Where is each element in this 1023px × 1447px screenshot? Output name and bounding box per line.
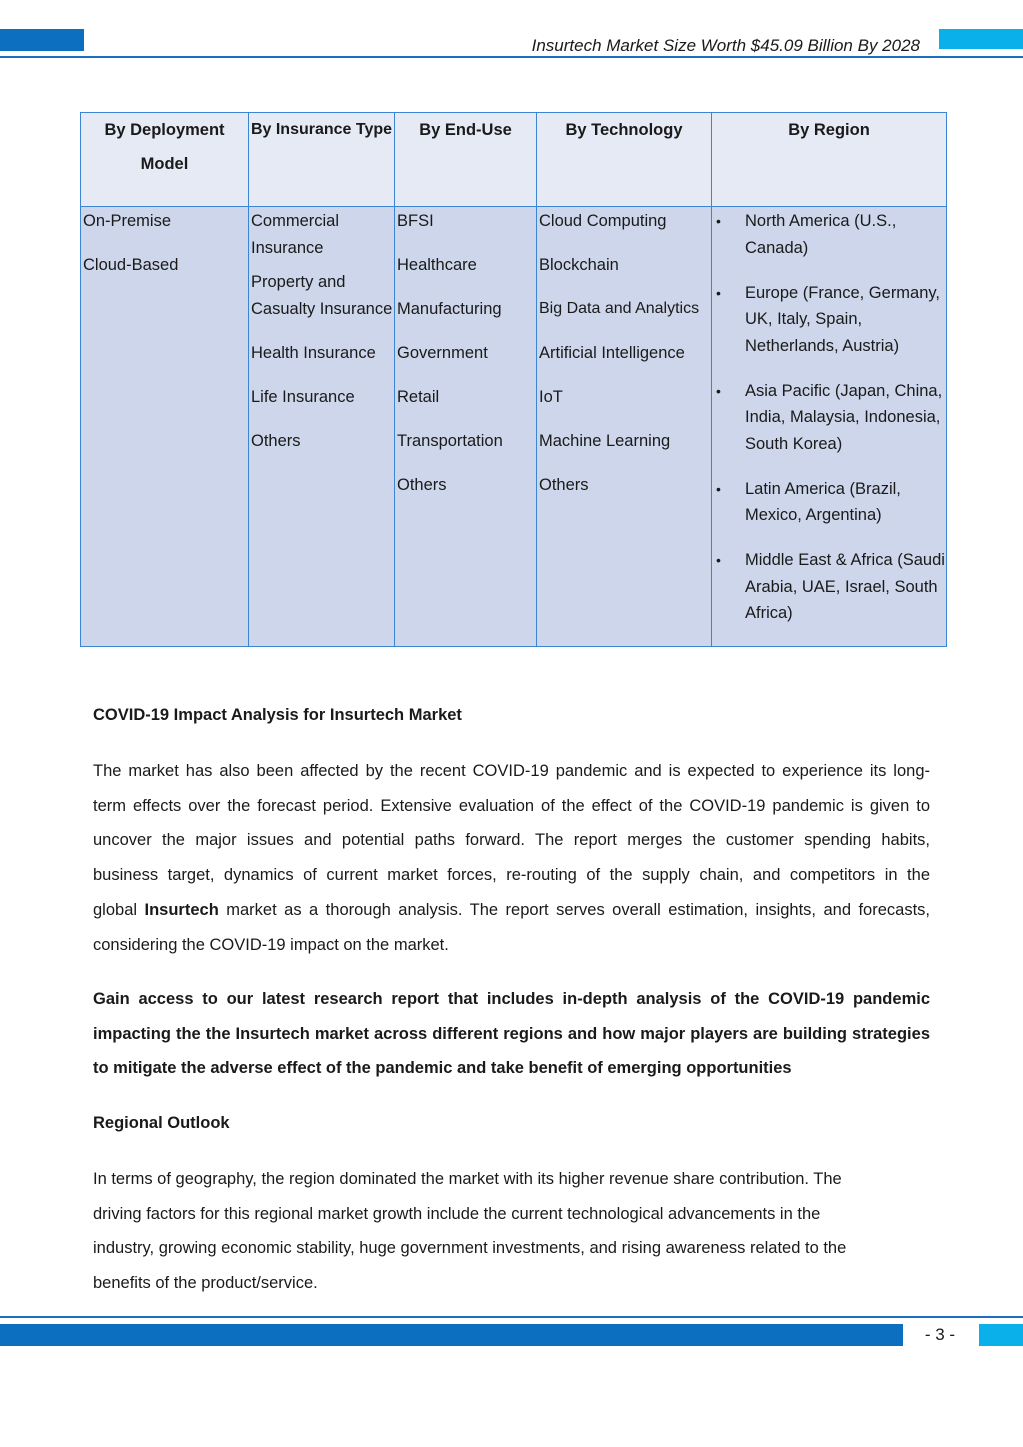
list-item: Health Insurance	[251, 343, 376, 362]
header-deployment-line1: By Deployment	[104, 121, 225, 139]
paragraph-line: term effects over the forecast period. Extensive evaluation of the effect of the COVID-19 pandemic is given to	[93, 796, 930, 815]
list-item	[714, 378, 946, 458]
bullet-icon: •	[716, 284, 721, 301]
list-item: IoT	[539, 388, 563, 406]
list-item: Big Data and Analytics	[539, 300, 700, 317]
covid-heading: COVID-19 Impact Analysis for Insurtech Market	[93, 706, 462, 724]
text-run: global	[93, 900, 145, 919]
list-item: Government	[397, 344, 488, 362]
cta-paragraph	[93, 982, 930, 1086]
list-item	[714, 476, 946, 529]
list-item: Cloud-Based	[83, 256, 179, 274]
regional-paragraph	[93, 1162, 930, 1301]
footer-accent-right	[979, 1324, 1023, 1346]
header-accent-left	[0, 29, 84, 51]
list-item: Commercial Insurance	[251, 212, 340, 257]
paragraph-line: industry, growing economic stability, huge government investments, and rising awareness related to the	[93, 1239, 847, 1258]
list-item: Transportation	[397, 432, 503, 450]
list-item: Cloud Computing	[539, 212, 667, 230]
paragraph-line: The market has also been affected by the recent COVID-19 pandemic and is expected to experience its long-	[93, 762, 930, 780]
paragraph-line: uncover the major issues and potential paths forward. The report merges the customer spending habits,	[93, 831, 930, 850]
covid-paragraph	[93, 754, 930, 962]
footer-bar	[0, 1324, 903, 1346]
emphasis-insurtech: Insurtech	[144, 900, 219, 919]
list-item: Life Insurance	[251, 387, 355, 406]
cell-region	[712, 207, 947, 647]
region-list	[714, 208, 946, 627]
header-technology: By Technology	[537, 113, 712, 207]
paragraph-line: to mitigate the adverse effect of the pandemic and take benefit of emerging opportunities	[93, 1059, 792, 1078]
cell-insurance-type	[249, 207, 395, 647]
list-item: On-Premise	[83, 212, 172, 230]
region-label: North America (U.S., Canada)	[745, 212, 897, 257]
header-end-use: By End-Use	[395, 113, 537, 207]
list-item: Artificial Intelligence	[539, 344, 685, 362]
paragraph-line: In terms of geography, the region dominated the market with its higher revenue share contribution. The	[93, 1170, 842, 1188]
list-item	[714, 547, 946, 627]
list-item: Others	[251, 431, 301, 450]
paragraph-line: considering the COVID-19 impact on the market.	[93, 935, 449, 954]
list-item: Machine Learning	[539, 432, 671, 450]
list-item: Retail	[397, 388, 440, 406]
segmentation-table	[80, 112, 947, 647]
page-number: - 3 -	[924, 1325, 956, 1344]
paragraph-line: driving factors for this regional market growth include the current technological advancements in the	[93, 1204, 821, 1223]
list-item	[714, 280, 946, 360]
paragraph-line	[93, 893, 930, 928]
header-region: By Region	[712, 113, 947, 207]
header-insurance-type: By Insurance Type	[249, 113, 395, 207]
region-label: Asia Pacific (Japan, China, India, Malaysia, Indonesia, South Korea)	[745, 381, 943, 453]
paragraph-line: Gain access to our latest research report that includes in-depth analysis of the COVID-19 pandemic	[93, 990, 930, 1008]
region-label: Latin America (Brazil, Mexico, Argentina)	[745, 479, 901, 524]
list-item: Others	[539, 476, 589, 494]
paragraph-line: impacting the the Insurtech market across different regions and how major players are building strategies	[93, 1024, 930, 1043]
paragraph-line: business target, dynamics of current market forces, re-routing of the supply chain, and competitors in the	[93, 866, 930, 885]
table-header-row	[81, 113, 947, 207]
list-item: Property and Casualty Insurance	[251, 273, 393, 318]
bullet-icon: •	[716, 213, 721, 229]
cell-technology	[537, 207, 712, 647]
regional-heading: Regional Outlook	[93, 1114, 230, 1132]
paragraph-line: benefits of the product/service.	[93, 1274, 318, 1293]
list-item	[714, 208, 946, 261]
list-item: Healthcare	[397, 256, 477, 274]
header-rule	[0, 56, 1023, 58]
table-body-row	[81, 207, 947, 647]
cell-deployment	[81, 207, 249, 647]
header-title: Insurtech Market Size Worth $45.09 Billion By 2028	[531, 36, 920, 55]
bullet-icon: •	[716, 480, 721, 497]
bullet-icon: •	[716, 552, 721, 568]
header-deployment-line2: Model	[140, 155, 189, 173]
header-accent-right	[939, 29, 1023, 49]
header-deployment	[81, 113, 249, 207]
cell-end-use	[395, 207, 537, 647]
list-item: Blockchain	[539, 256, 619, 274]
list-item: Manufacturing	[397, 300, 502, 318]
region-label: Middle East & Africa (Saudi Arabia, UAE, Israel, South Africa)	[745, 551, 945, 622]
list-item: Others	[397, 476, 447, 494]
list-item: BFSI	[397, 212, 434, 230]
bullet-icon: •	[716, 382, 721, 399]
text-run: market as a thorough analysis. The report serves overall estimation, insights, and forecasts,	[218, 900, 930, 919]
footer-rule	[0, 1316, 1023, 1318]
region-label: Europe (France, Germany, UK, Italy, Spain, Netherlands, Austria)	[745, 283, 941, 355]
